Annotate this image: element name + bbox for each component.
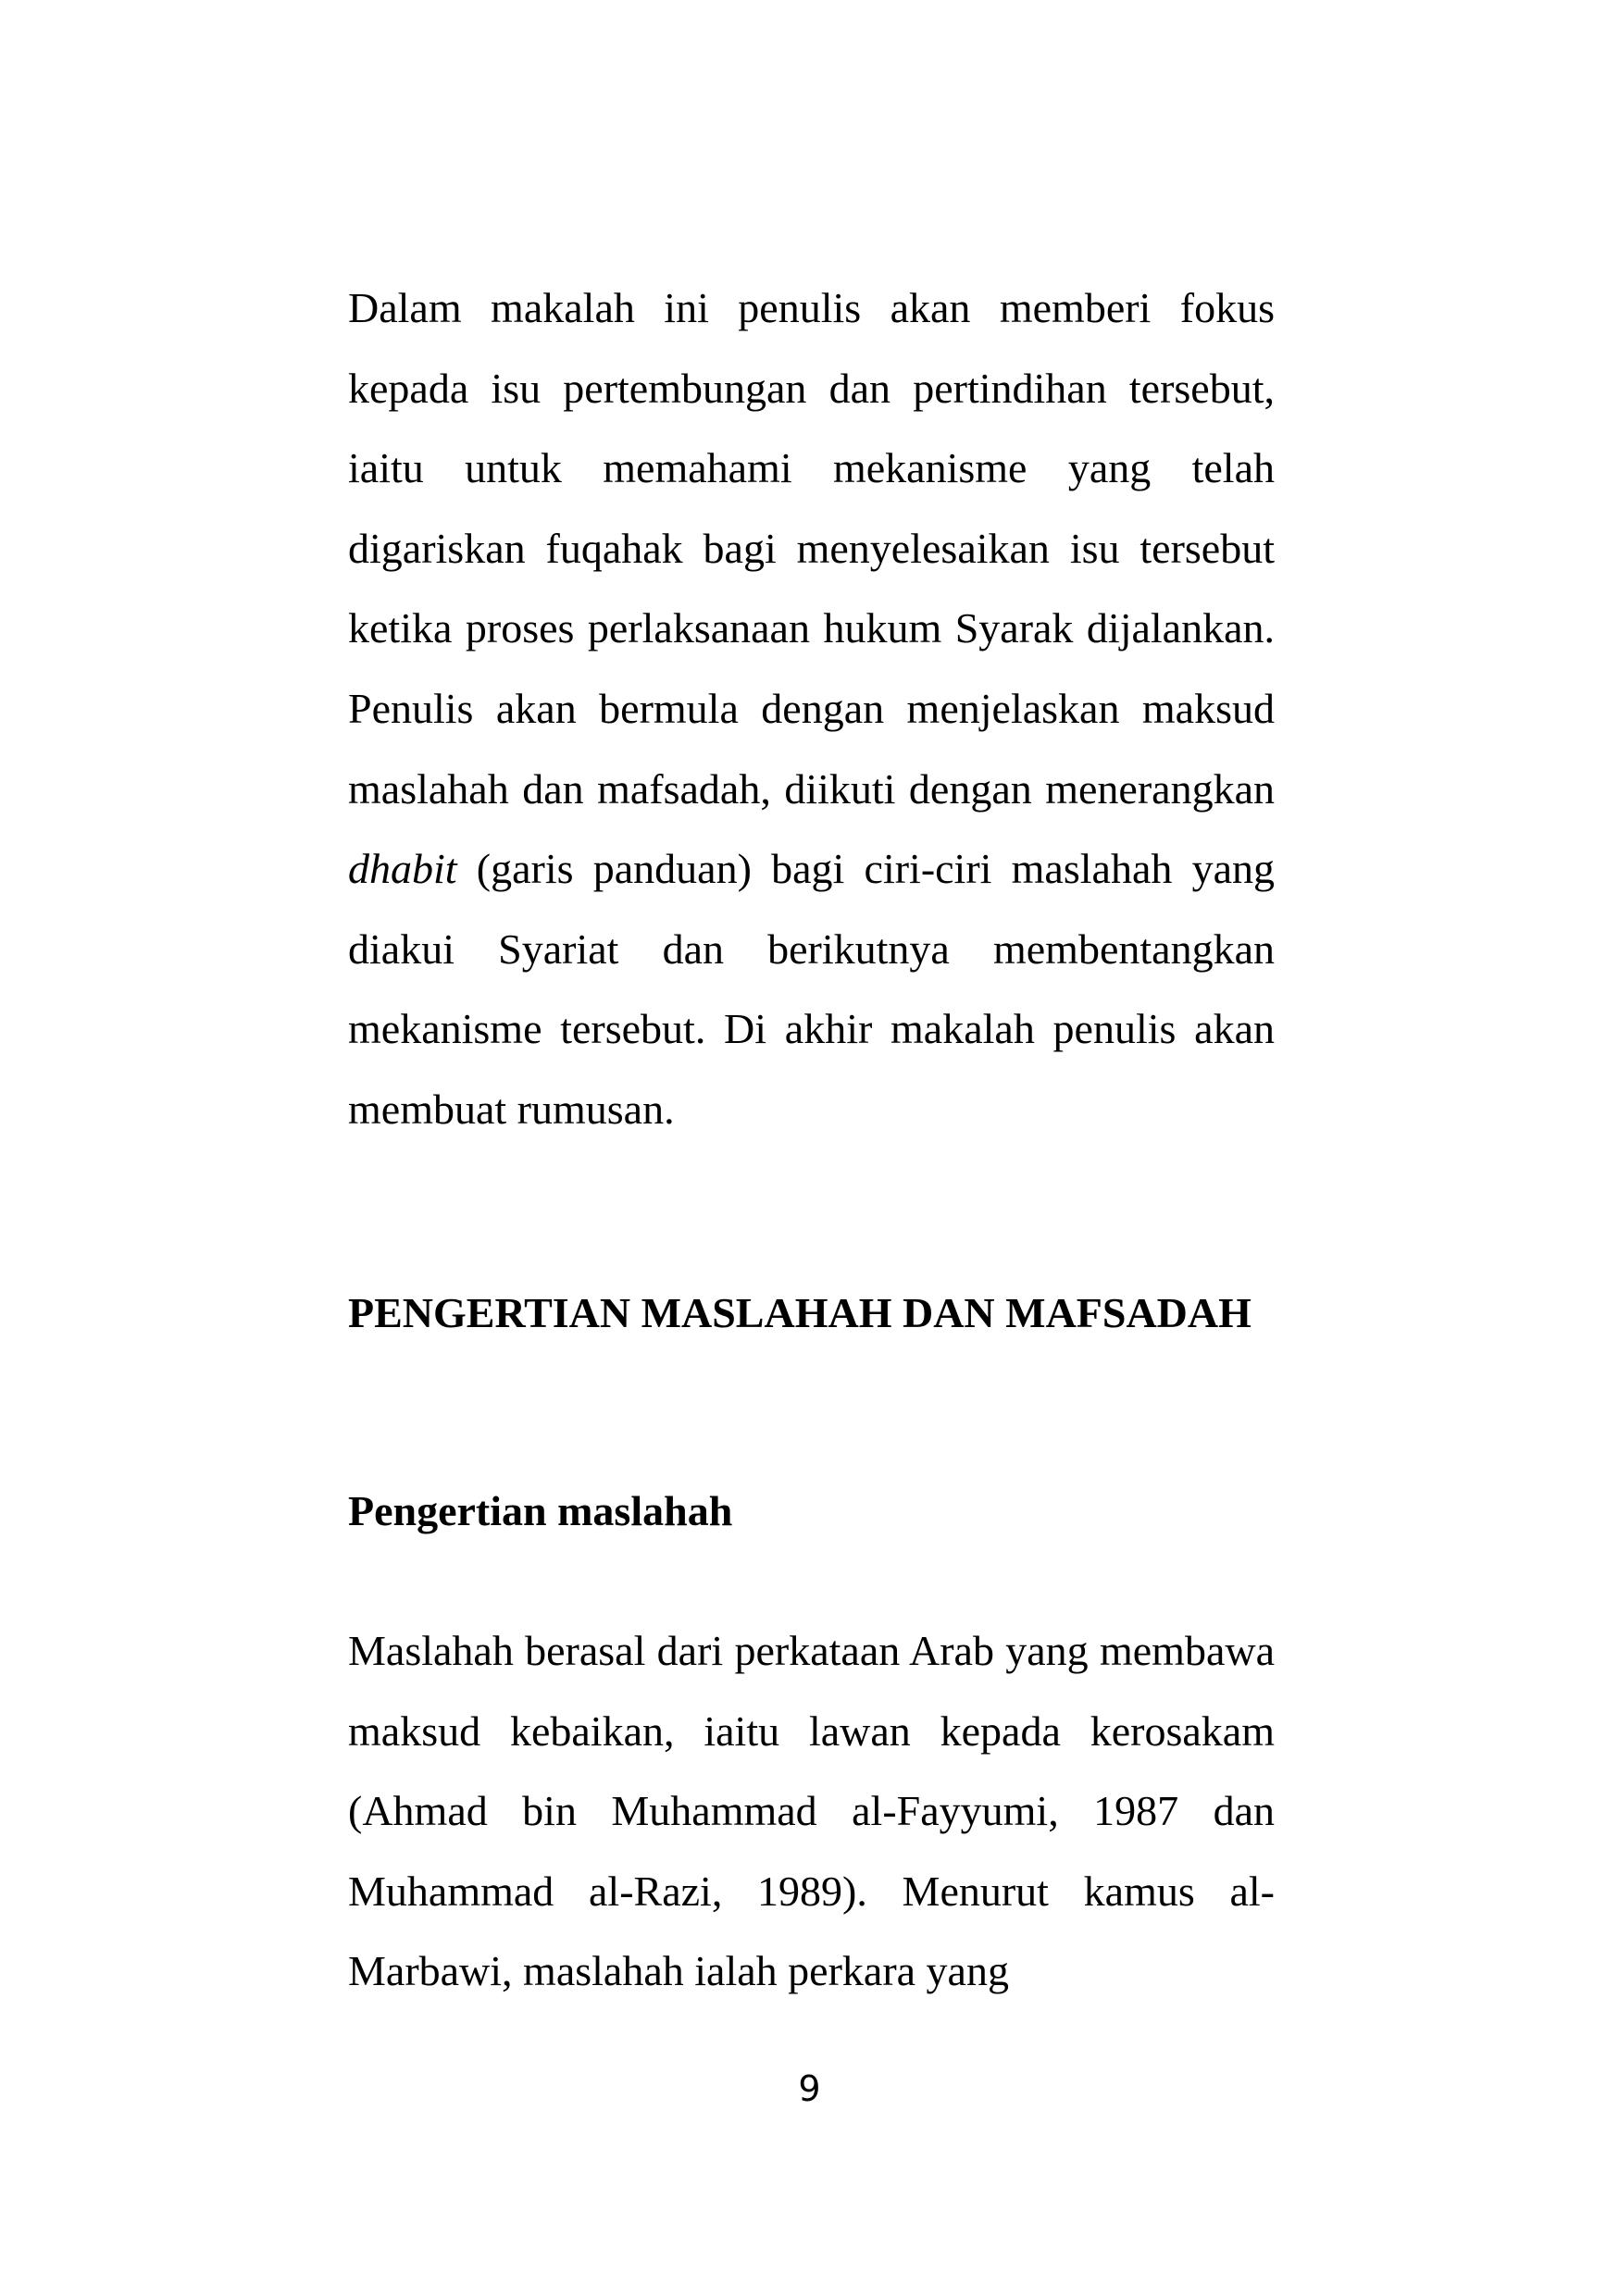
intro-paragraph-italic-term: dhabit <box>348 845 457 893</box>
subsection-heading: Pengertian maslahah <box>348 1487 733 1534</box>
body-paragraph: Maslahah berasal dari perkataan Arab yang membawa maksud kebaikan, iaitu lawan kepada kerosakam (Ahmad bin Muhammad al-Fayyumi, 1987 dan Muhammad al-Razi, 1989). Menurut kamus al-Marbawi, maslahah ialah perkara yang <box>348 1627 1275 1995</box>
section-heading: PENGERTIAN MASLAHAH DAN MAFSADAH <box>348 1289 1252 1336</box>
intro-paragraph-text-1: Dalam makalah ini penulis akan memberi fokus kepada isu pertembungan dan pertindihan tersebut, iaitu untuk memahami mekanisme yang telah digariskan fuqahak bagi menyelesaikan isu tersebut ketika proses perlaksanaan hukum Syarak dijalankan. Penulis akan bermula dengan menjelaskan maksud maslahah dan mafsadah, diikuti dengan menerangkan <box>348 284 1275 813</box>
intro-paragraph <box>348 268 1275 1150</box>
page-number: 9 <box>798 2068 821 2109</box>
intro-paragraph-text-2: (garis panduan) bagi ciri-ciri maslahah yang diakui Syariat dan berikutnya membentangkan mekanisme tersebut. Di akhir makalah penulis akan membuat rumusan. <box>348 845 1275 1133</box>
